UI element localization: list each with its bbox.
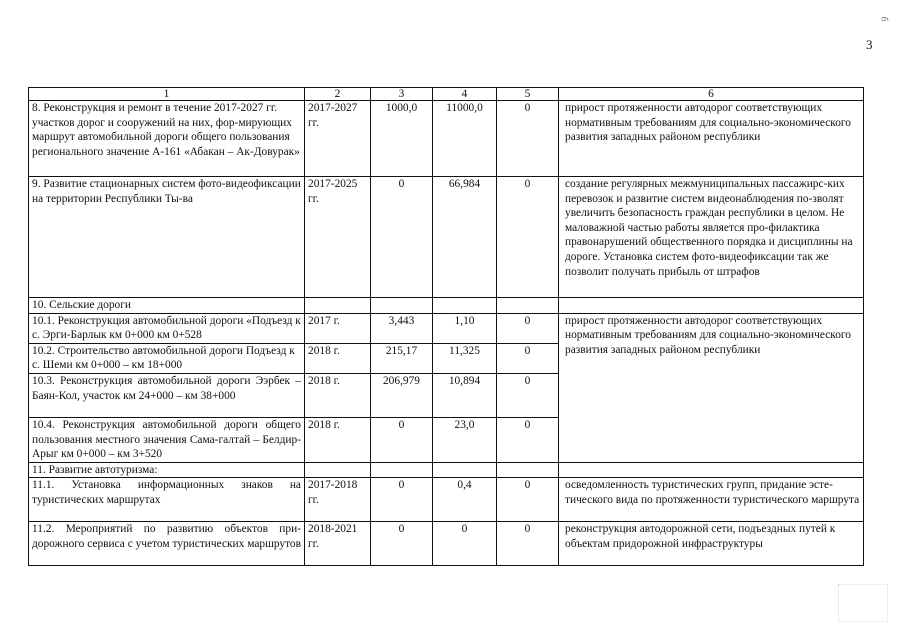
- cell-measure: 10.1. Реконструкция автомобильной дороги «Подъезд к с. Эрги-Барлык км 0+000 км 0+528: [29, 313, 305, 343]
- cell-measure: 10.4. Реконструкция автомобильной дороги общего пользования местного значения Сама-галтай – Белдир-Арыг км 0+000 – км 3+520: [29, 417, 305, 462]
- cell-result: прирост протяженности автодорог соответствующих нормативным требованиям для социально-экономического развития западных районом республики: [559, 101, 864, 177]
- cell-value-5: 0: [497, 373, 559, 417]
- cell-value-3: 0: [371, 177, 433, 298]
- cell-result: прирост протяженности автодорог соответствующих нормативным требованиям для социально-экономического развития западных районом республики: [559, 313, 864, 462]
- cell-value-4: 10,894: [433, 373, 497, 417]
- cell-value-4: 66,984: [433, 177, 497, 298]
- table-row: [29, 177, 864, 298]
- header-col-1: 1: [29, 88, 305, 101]
- cell-period: 2018 г.: [305, 343, 371, 373]
- cell-measure: 10.2. Строительство автомобильной дороги Подъезд к с. Шеми км 0+000 – км 18+000: [29, 343, 305, 373]
- registration-stamp: [838, 584, 888, 622]
- cell-value-4: 11,325: [433, 343, 497, 373]
- cell-value-3: 1000,0: [371, 101, 433, 177]
- cell-value-4: 11000,0: [433, 101, 497, 177]
- section-row: [29, 298, 864, 314]
- corner-mark: б: [879, 16, 890, 22]
- table-row: [29, 478, 864, 522]
- cell-value-5: 0: [497, 177, 559, 298]
- cell-value-4: 0,4: [433, 478, 497, 522]
- table-row: [29, 101, 864, 177]
- cell-measure: 11.1. Установка информационных знаков на туристических маршрутах: [29, 478, 305, 522]
- cell-measure: 9. Развитие стационарных систем фото-видеофиксации на территории Республики Ты-ва: [29, 177, 305, 298]
- table-row: [29, 313, 864, 343]
- cell-section-title: 10. Сельские дороги: [29, 298, 305, 314]
- cell-period: 2017-2027 гг.: [305, 101, 371, 177]
- cell-period: 2017-2025 гг.: [305, 177, 371, 298]
- cell-period: 2017-2018 гг.: [305, 478, 371, 522]
- cell-value-5: 0: [497, 478, 559, 522]
- cell-value-3: 0: [371, 522, 433, 566]
- cell-result: реконструкция автодорожной сети, подъездных путей к объектам придорожной инфраструктуры: [559, 522, 864, 566]
- cell-result: осведомленность туристических групп, придание эсте-тического вида по протяженности туристического маршрута: [559, 478, 864, 522]
- cell-value-4: 23,0: [433, 417, 497, 462]
- cell-value-5: 0: [497, 343, 559, 373]
- cell-value-4: 0: [433, 522, 497, 566]
- page-number: 3: [866, 37, 873, 52]
- table-row: [29, 522, 864, 566]
- cell-value-4: 1,10: [433, 313, 497, 343]
- cell-value-3: 206,979: [371, 373, 433, 417]
- cell-measure: 11.2. Мероприятий по развитию объектов при-дорожного сервиса с учетом туристических маршрутов: [29, 522, 305, 566]
- cell-value-5: 0: [497, 313, 559, 343]
- cell-value-5: 0: [497, 522, 559, 566]
- cell-value-5: 0: [497, 417, 559, 462]
- cell-measure: 8. Реконструкция и ремонт в течение 2017-2027 гг. участков дорог и сооружений на них, фор-мирующих маршрут автомобильной дороги общего пользования регионального значение А-161 «Абакан – Ак-Довурак»: [29, 101, 305, 177]
- header-col-3: 3: [371, 88, 433, 101]
- cell-measure: 10.3. Реконструкция автомобильной дороги Ээрбек – Баян-Кол, участок км 24+000 – км 38+000: [29, 373, 305, 417]
- header-col-6: 6: [559, 88, 864, 101]
- cell-section-title: 11. Развитие автотуризма:: [29, 462, 305, 478]
- cell-value-3: 0: [371, 478, 433, 522]
- cell-period: 2018-2021 гг.: [305, 522, 371, 566]
- cell-value-3: 0: [371, 417, 433, 462]
- cell-period: 2017 г.: [305, 313, 371, 343]
- header-col-5: 5: [497, 88, 559, 101]
- header-col-2: 2: [305, 88, 371, 101]
- cell-value-3: 3,443: [371, 313, 433, 343]
- cell-result: создание регулярных межмуниципальных пассажирс-ких перевозок и развитие систем видеонаблюдения по-зволят увеличить безопасность граждан республики в целом. Не маловажной частью работы является про-филактика правонарушений общественного порядка и дисциплины на дороге. Установка систем фото-видеофиксации так же позволит получать прибыль от штрафов: [559, 177, 864, 298]
- cell-period: 2018 г.: [305, 373, 371, 417]
- cell-period: 2018 г.: [305, 417, 371, 462]
- header-row: [29, 88, 864, 101]
- cell-value-5: 0: [497, 101, 559, 177]
- header-col-4: 4: [433, 88, 497, 101]
- cell-value-3: 215,17: [371, 343, 433, 373]
- section-row: [29, 462, 864, 478]
- program-table: [28, 87, 864, 566]
